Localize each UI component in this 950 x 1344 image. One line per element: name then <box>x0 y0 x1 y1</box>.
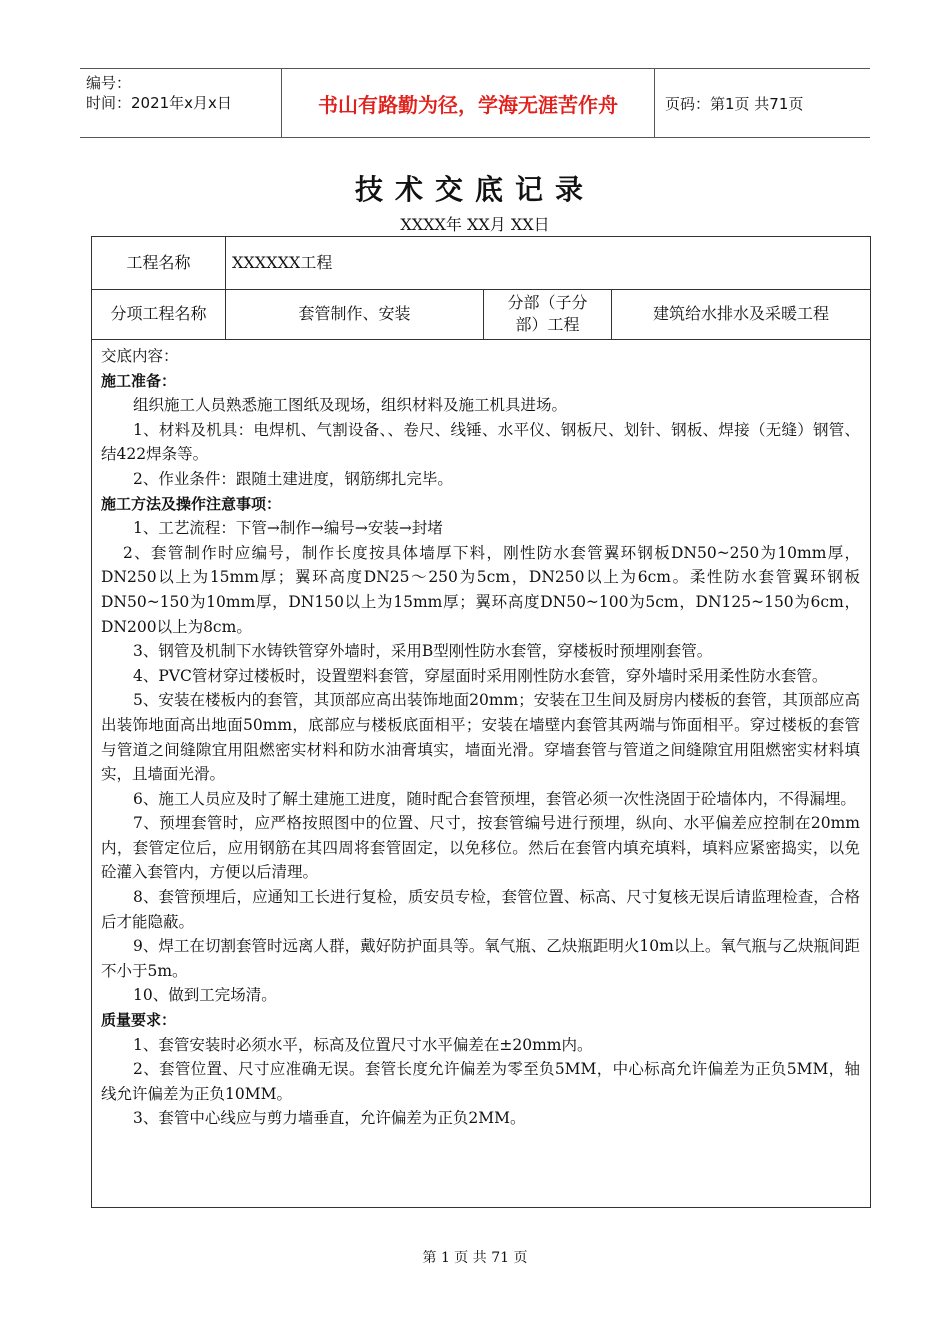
section-title-preparation: 施工准备： <box>101 371 177 390</box>
header-meta <box>80 69 282 137</box>
paragraph: 2、作业条件：跟随土建进度，钢筋绑扎完毕。 <box>133 469 453 488</box>
division-value: 建筑给水排水及采暖工程 <box>652 304 829 323</box>
page-footer: 第 1 页 共 71 页 <box>422 1250 528 1266</box>
document-date: XXXX年 XX月 XX日 <box>400 215 550 234</box>
division-label: 分部（子分部）工程 <box>484 289 612 339</box>
section-title-method: 施工方法及操作注意事项： <box>101 494 282 513</box>
section-title-quality: 质量要求： <box>101 1011 177 1030</box>
document-header <box>80 68 870 138</box>
paragraph: 1、套管安装时必须水平，标高及位置尺寸水平偏差在±20mm内。 <box>133 1035 593 1054</box>
paragraph: 组织施工人员熟悉施工图纸及现场，组织材料及施工机具进场。 <box>133 396 568 415</box>
paragraph: 7、预埋套管时，应严格按照图中的位置、尺寸，按套管编号进行预埋，纵向、水平偏差应控制在20mm内，套管定位后，应用钢筋在其四周将套管固定，以免移位。然后在套管内填充填料，填料应紧密捣实，以免砼灌入套管内，方便以后清理。 <box>101 814 860 882</box>
paragraph: 3、套管中心线应与剪力墙垂直，允许偏差为正负2MM。 <box>133 1109 526 1128</box>
table-row-subitem <box>92 289 870 340</box>
paragraph: 9、焊工在切割套管时远离人群，戴好防护面具等。氧气瓶、乙炔瓶距明火10m以上。氧气瓶与乙炔瓶间距不小于5m。 <box>101 937 860 980</box>
paragraph: 8、套管预埋后，应通知工长进行复检，质安员专检，套管位置、标高、尺寸复核无误后请监理检查，合格后才能隐蔽。 <box>101 888 860 931</box>
time-label: 时间：2021年x月x日 <box>86 94 232 112</box>
paragraph: 4、PVC管材穿过楼板时，设置塑料套管，穿屋面时采用刚性防水套管，穿外墙时采用柔性防水套管。 <box>133 666 828 685</box>
paragraph: 2、套管制作时应编号，制作长度按具体墙厚下料，刚性防水套管翼环钢板DN50~250为10mm厚，DN250以上为15mm厚；翼环高度DN25～250为5cm，DN250以上为6cm。柔性防水套管翼环钢板DN50~150为10mm厚，DN150以上为15mm厚；翼环高度DN50~100为5cm，DN125~150为6cm，DN200以上为8cm。 <box>101 543 860 636</box>
sub-item-label: 分项工程名称 <box>92 289 226 339</box>
intro-label: 交底内容： <box>101 347 179 365</box>
sub-item-value: 套管制作、安装 <box>226 289 484 339</box>
project-name-label: 工程名称 <box>92 237 226 289</box>
table-row-project <box>92 237 870 290</box>
disclosure-content <box>92 340 870 1131</box>
paragraph: 6、施工人员应及时了解土建施工进度，随时配合套管预埋，套管必须一次性浇固于砼墙体内，不得漏埋。 <box>133 789 856 808</box>
paragraph: 10、做到工完场清。 <box>133 986 277 1005</box>
paragraph: 1、材料及机具：电焊机、气割设备、、卷尺、线锤、水平仪、钢板尺、划针、钢板、焊接（无缝）钢管、结422焊条等。 <box>101 420 860 464</box>
page-info: 页码：第1页 共71页 <box>665 94 804 113</box>
document-title: 技术交底记录 <box>354 173 595 206</box>
project-name-value: XXXXXX工程 <box>232 253 333 272</box>
paragraph: 2、套管位置、尺寸应准确无误。套管长度允许偏差为零至负5MM，中心标高允许偏差为正负5MM，轴线允许偏差为正负10MM。 <box>101 1060 860 1103</box>
disclosure-table <box>91 236 871 1208</box>
paragraph: 1、工艺流程：下管→制作→编号→安装→封堵 <box>133 519 443 538</box>
number-label: 编号： <box>86 74 132 92</box>
motto: 书山有路勤为径，学海无涯苦作舟 <box>282 69 655 137</box>
paragraph: 5、安装在楼板内的套管，其顶部应高出装饰地面20mm；安装在卫生间及厨房内楼板的套管，其顶部应高出装饰地面高出地面50mm，底部应与楼板底面相平；安装在墙壁内套管其两端与饰面相平。穿过楼板的套管与管道之间缝隙宜用阻燃密实材料和防水油膏填实，墙面光滑。穿墙套管与管道之间缝隙宜用阻燃密实材料填实，且墙面光滑。 <box>101 691 860 784</box>
paragraph: 3、钢管及机制下水铸铁管穿外墙时，采用B型刚性防水套管，穿楼板时预埋刚套管。 <box>133 642 713 661</box>
